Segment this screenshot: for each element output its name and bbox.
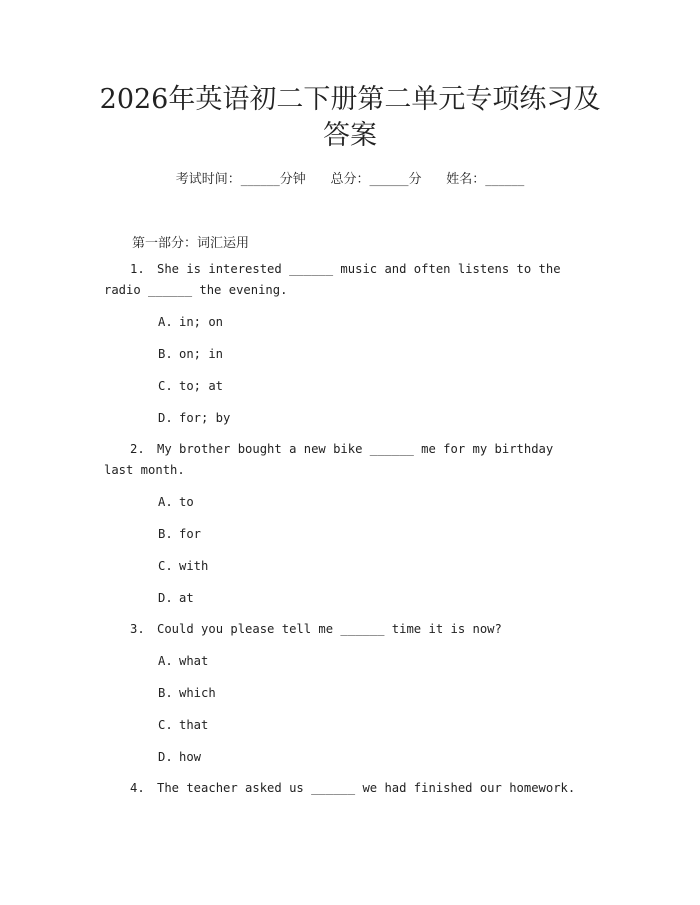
option-letter: D. (158, 411, 173, 425)
question-number: 1. (130, 262, 145, 276)
option-letter: C. (158, 379, 173, 393)
question-number: 4. (130, 781, 145, 795)
option-text: to; at (179, 379, 224, 393)
option-letter: B. (158, 347, 173, 361)
question-3-option-c[interactable] (158, 718, 208, 732)
option-text: what (179, 654, 209, 668)
option-text: at (179, 591, 194, 605)
exam-info-line: 考试时间：______分钟 总分：______分 姓名：______ (175, 172, 525, 187)
document-title: 2026年英语初二下册第二单元专项练习及答案 (99, 84, 601, 151)
option-letter: B. (158, 527, 173, 541)
section-heading: 第一部分：词汇运用 (132, 236, 250, 251)
option-text: for (179, 527, 202, 541)
question-3-option-b[interactable] (158, 686, 216, 700)
option-text: for; by (179, 411, 231, 425)
option-letter: C. (158, 718, 173, 732)
option-letter: D. (158, 591, 173, 605)
option-text: in; on (179, 315, 224, 329)
question-3-option-d[interactable] (158, 750, 201, 764)
question-2-option-a[interactable] (158, 495, 194, 509)
question-text: My brother bought a new bike ______ me for my birthday last month. (104, 442, 554, 477)
question-number: 3. (130, 622, 145, 636)
option-text: on; in (179, 347, 224, 361)
question-text: She is interested ______ music and often listens to the radio ______ the evening. (104, 262, 561, 297)
option-text: with (179, 559, 209, 573)
question-number: 2. (130, 442, 145, 456)
question-1 (104, 259, 584, 301)
question-text: The teacher asked us ______ we had finished our homework. (157, 781, 576, 795)
option-text: which (179, 686, 216, 700)
question-1-option-b[interactable] (158, 347, 223, 361)
question-2-option-b[interactable] (158, 527, 201, 541)
question-1-option-d[interactable] (158, 411, 230, 425)
option-text: that (179, 718, 209, 732)
question-2-option-c[interactable] (158, 559, 208, 573)
question-2 (104, 439, 584, 481)
question-3-option-a[interactable] (158, 654, 208, 668)
option-text: to (179, 495, 194, 509)
option-letter: A. (158, 654, 173, 668)
question-1-option-c[interactable] (158, 379, 223, 393)
option-text: how (179, 750, 202, 764)
option-letter: A. (158, 495, 173, 509)
option-letter: C. (158, 559, 173, 573)
question-text: Could you please tell me ______ time it is now? (157, 622, 502, 636)
option-letter: B. (158, 686, 173, 700)
question-1-option-a[interactable] (158, 315, 223, 329)
question-4 (104, 778, 584, 799)
question-3 (104, 619, 584, 640)
option-letter: A. (158, 315, 173, 329)
question-2-option-d[interactable] (158, 591, 194, 605)
option-letter: D. (158, 750, 173, 764)
